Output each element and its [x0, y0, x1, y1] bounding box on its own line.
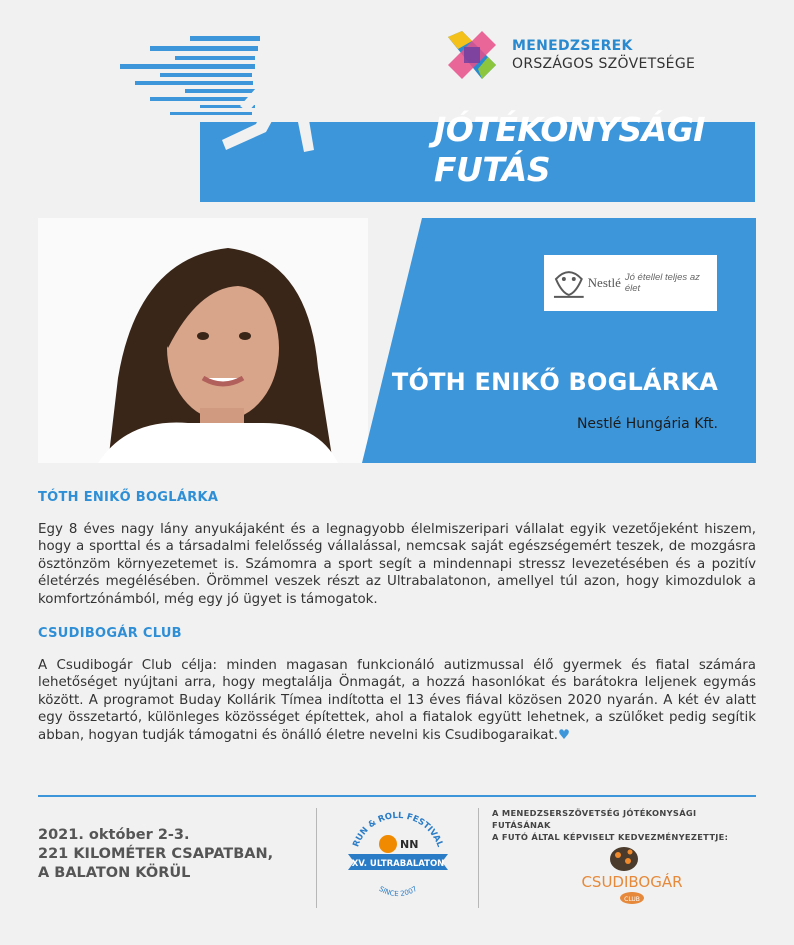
- ladybug-icon: [610, 847, 638, 871]
- svg-text:SINCE 2007: [378, 885, 419, 898]
- org-name-line-2: ORSZÁGOS SZÖVETSÉGE: [512, 56, 696, 72]
- event-distance: 221 KILOMÉTER CSAPATBAN,: [38, 846, 274, 862]
- csudibogar-logo: [572, 841, 692, 911]
- csudibogar-wordmark: CSUDIBOGÁR: [581, 873, 683, 891]
- badge-arc-text: RUN & ROLL FESTIVAL: [351, 810, 445, 849]
- company-name: Nestlé Hungária Kft.: [576, 416, 718, 432]
- runner-icon: [212, 32, 342, 182]
- section-runner: [38, 490, 756, 608]
- badge-since-text: SINCE 2007: [377, 884, 419, 899]
- footer-separator: [316, 808, 317, 908]
- csudibogar-club: CLUB: [624, 896, 640, 903]
- sponsor-logo-box: [544, 255, 717, 311]
- mosz-logo: [444, 27, 695, 83]
- title-line-1: JÓTÉKONYSÁGI: [434, 110, 706, 149]
- title-line-2: FUTÁS: [434, 150, 551, 189]
- mosz-logo-icon: [444, 27, 500, 83]
- beneficiary: [492, 807, 756, 903]
- section-text: Egy 8 éves nagy lány anyukájaként és a legnagyobb élelmiszeripari vállalat egyik vezetőjeként hiszem, hogy a sporttal és a társadalmi felelősség vállalással, nemcsak saját egészségemért teszek, de mozgásra ösztönzöm környezetemet is. Számomra a sport segít a mindennapi stressz levezetésében és a pozitív életérzés megélésében. Örömmel veszek részt az Ultrabalatonon, amellyel túl azon, hogy kimozdulok a komfortzónámból, még egy jó ügyet is támogatok.: [38, 522, 756, 607]
- hero-banner: [38, 218, 756, 463]
- section-heading: CSUDIBOGÁR CLUB: [38, 626, 182, 641]
- section-heading: TÓTH ENIKŐ BOGLÁRKA: [38, 490, 219, 505]
- header: [0, 0, 794, 215]
- svg-text:RUN & ROLL FESTIVAL: [351, 811, 445, 849]
- section-charity: [38, 626, 756, 744]
- section-text: [38, 657, 756, 744]
- event-info: [38, 826, 273, 883]
- badge-ribbon-text: XV. ULTRABALATON: [351, 859, 445, 869]
- portrait-photo: [38, 218, 368, 463]
- person-name: TÓTH ENIKŐ BOGLÁRKA: [391, 368, 718, 396]
- nestle-nest-icon: [550, 261, 588, 305]
- page-title: [434, 110, 705, 190]
- beneficiary-label-2: A FUTÓ ÁLTAL KÉPVISELT KEDVEZMÉNYEZETTJE:: [492, 832, 729, 842]
- event-date: 2021. október 2-3.: [38, 827, 190, 843]
- sponsor-tagline: Jó étellel teljes az élet: [624, 272, 700, 294]
- event-location: A BALATON KÖRÜL: [38, 865, 191, 881]
- section-text-body: A Csudibogár Club célja: minden magasan funkcionáló autizmussal élő gyermek és fiatal számára lehetőséget nyújtani arra, hogy megtalálja Önmagát, a hozzá hasonlókat és barátokra leljenek egymás között. A programot Buday Kollárik Tímea indította el 13 éves fiával közösen 2020 nyarán. A két év alatt egy összetartó, különleges közösséget építettek, ahol a fiatalok együtt lehetnek, a szülőket pedig segítik abban, hogyan tudják támogatni és önálló életre nevelni kis Csudibogaraikat.: [38, 658, 756, 743]
- badge-nn: NN: [400, 838, 419, 851]
- org-name-line-1: MENEDZSEREK: [512, 38, 633, 54]
- sponsor-name: Nestlé: [587, 275, 621, 290]
- ultrabalaton-badge-icon: [338, 808, 458, 904]
- heart-icon: ♥: [558, 727, 571, 743]
- beneficiary-label-1: A MENEDZSERSZÖVETSÉG JÓTÉKONYSÁGI FUTÁSÁNAK: [492, 808, 697, 830]
- footer-divider: [38, 795, 756, 797]
- footer-separator: [478, 808, 479, 908]
- portrait-illustration: [38, 218, 368, 463]
